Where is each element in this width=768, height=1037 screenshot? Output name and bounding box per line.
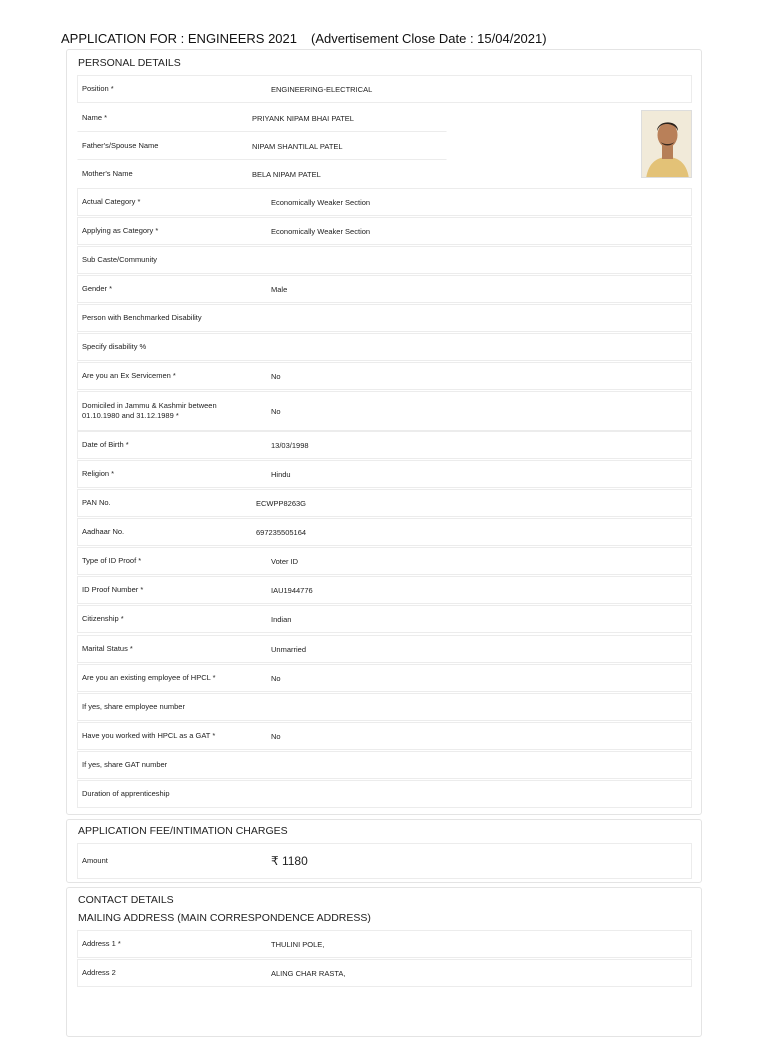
field-value: IAU1944776 bbox=[271, 585, 313, 595]
detail-row-date-of-birth bbox=[77, 431, 692, 459]
field-label: Duration of apprenticeship bbox=[82, 789, 170, 798]
field-value: No bbox=[271, 673, 281, 683]
detail-row-domiciled-jk bbox=[77, 391, 692, 431]
field-label: Religion * bbox=[82, 469, 115, 478]
detail-row-hpcl-gat bbox=[77, 722, 692, 750]
detail-row-citizenship bbox=[77, 605, 692, 633]
personal-details-panel bbox=[66, 49, 702, 815]
applicant-photo bbox=[641, 110, 692, 178]
detail-row-marital-status bbox=[77, 635, 692, 663]
detail-row-ex-servicemen bbox=[77, 362, 692, 390]
field-label: If yes, share employee number bbox=[82, 702, 185, 711]
field-label: Gender * bbox=[82, 284, 113, 293]
detail-row-pan bbox=[77, 489, 692, 517]
detail-row-gender bbox=[77, 275, 692, 303]
detail-row-benchmarked-disability bbox=[77, 304, 692, 332]
field-value: THULINI POLE, bbox=[271, 939, 325, 949]
field-label: Are you an existing employee of HPCL * bbox=[82, 673, 216, 682]
field-label: Marital Status * bbox=[82, 644, 133, 653]
field-label: Position * bbox=[82, 84, 114, 93]
contact-heading: CONTACT DETAILS bbox=[78, 894, 174, 906]
field-value: PRIYANK NIPAM BHAI PATEL bbox=[252, 113, 354, 123]
detail-row-disability-percent bbox=[77, 333, 692, 361]
personal-details-heading: PERSONAL DETAILS bbox=[78, 57, 181, 69]
detail-row-aadhaar bbox=[77, 518, 692, 546]
field-label: Type of ID Proof * bbox=[82, 556, 142, 565]
field-value: 697235505164 bbox=[256, 527, 307, 537]
field-value: NIPAM SHANTILAL PATEL bbox=[252, 141, 343, 151]
field-label: Date of Birth * bbox=[82, 440, 129, 449]
field-label: Citizenship * bbox=[82, 614, 124, 623]
application-title: APPLICATION FOR : ENGINEERS 2021 bbox=[61, 31, 297, 46]
field-label: Applying as Category * bbox=[82, 226, 159, 235]
detail-row-applying-category bbox=[77, 217, 692, 245]
fee-amount-row bbox=[77, 843, 692, 879]
detail-row-apprenticeship-duration bbox=[77, 780, 692, 808]
detail-row-mother-name bbox=[77, 160, 447, 188]
detail-row-hpcl-employee bbox=[77, 664, 692, 692]
field-value: No bbox=[271, 731, 281, 741]
field-label: Father's/Spouse Name bbox=[82, 141, 159, 150]
contact-details-panel bbox=[66, 887, 702, 1037]
detail-row-id-proof-type bbox=[77, 547, 692, 575]
field-label: Name * bbox=[82, 113, 108, 122]
field-value: Indian bbox=[271, 614, 292, 624]
field-label: Are you an Ex Servicemen * bbox=[82, 371, 176, 380]
field-value: BELA NIPAM PATEL bbox=[252, 169, 321, 179]
detail-row-address-1 bbox=[77, 930, 692, 958]
field-label: Domiciled in Jammu & Kashmir between 01.10.1980 and 31.12.1989 * bbox=[82, 401, 217, 420]
mailing-address-heading: MAILING ADDRESS (MAIN CORRESPONDENCE ADDRESS) bbox=[78, 912, 371, 924]
field-value: Unmarried bbox=[271, 644, 307, 654]
field-value: ALING CHAR RASTA, bbox=[271, 968, 346, 978]
detail-row-actual-category bbox=[77, 188, 692, 216]
applicant-photo-image bbox=[642, 111, 692, 178]
detail-row-address-2 bbox=[77, 959, 692, 987]
detail-row-name bbox=[77, 104, 447, 132]
detail-row-father-spouse-name bbox=[77, 132, 447, 160]
detail-row-gat-number bbox=[77, 751, 692, 779]
field-label: Actual Category * bbox=[82, 197, 141, 206]
field-value: ENGINEERING-ELECTRICAL bbox=[271, 84, 373, 94]
field-value: Economically Weaker Section bbox=[271, 226, 371, 236]
detail-row-religion bbox=[77, 460, 692, 488]
field-label: ID Proof Number * bbox=[82, 585, 144, 594]
field-value: No bbox=[271, 371, 281, 381]
field-label: Sub Caste/Community bbox=[82, 255, 158, 264]
advertisement-close-date: (Advertisement Close Date : 15/04/2021) bbox=[311, 31, 547, 46]
field-value: ECWPP8263G bbox=[256, 498, 307, 508]
field-value: No bbox=[271, 406, 281, 416]
detail-row-employee-number bbox=[77, 693, 692, 721]
field-label: Address 1 * bbox=[82, 939, 121, 948]
field-value: Economically Weaker Section bbox=[271, 197, 371, 207]
field-label: Aadhaar No. bbox=[82, 527, 125, 536]
field-label: Have you worked with HPCL as a GAT * bbox=[82, 731, 216, 740]
page-title bbox=[61, 31, 547, 46]
detail-row-id-proof-number bbox=[77, 576, 692, 604]
field-label: If yes, share GAT number bbox=[82, 760, 168, 769]
field-label: Mother's Name bbox=[82, 169, 133, 178]
field-value: Voter ID bbox=[271, 556, 299, 566]
fee-heading: APPLICATION FEE/INTIMATION CHARGES bbox=[78, 825, 288, 837]
field-label: Address 2 bbox=[82, 968, 116, 977]
field-label: PAN No. bbox=[82, 498, 111, 507]
field-value: Male bbox=[271, 284, 288, 294]
detail-row-sub-caste bbox=[77, 246, 692, 274]
fee-amount-value: ₹ 1180 bbox=[271, 854, 308, 868]
field-value: 13/03/1998 bbox=[271, 440, 309, 450]
fee-amount-label: Amount bbox=[82, 856, 108, 865]
field-label: Specify disability % bbox=[82, 342, 147, 351]
detail-row-position bbox=[77, 75, 692, 103]
field-label: Person with Benchmarked Disability bbox=[82, 313, 202, 322]
field-value: Hindu bbox=[271, 469, 291, 479]
application-fee-panel bbox=[66, 819, 702, 883]
